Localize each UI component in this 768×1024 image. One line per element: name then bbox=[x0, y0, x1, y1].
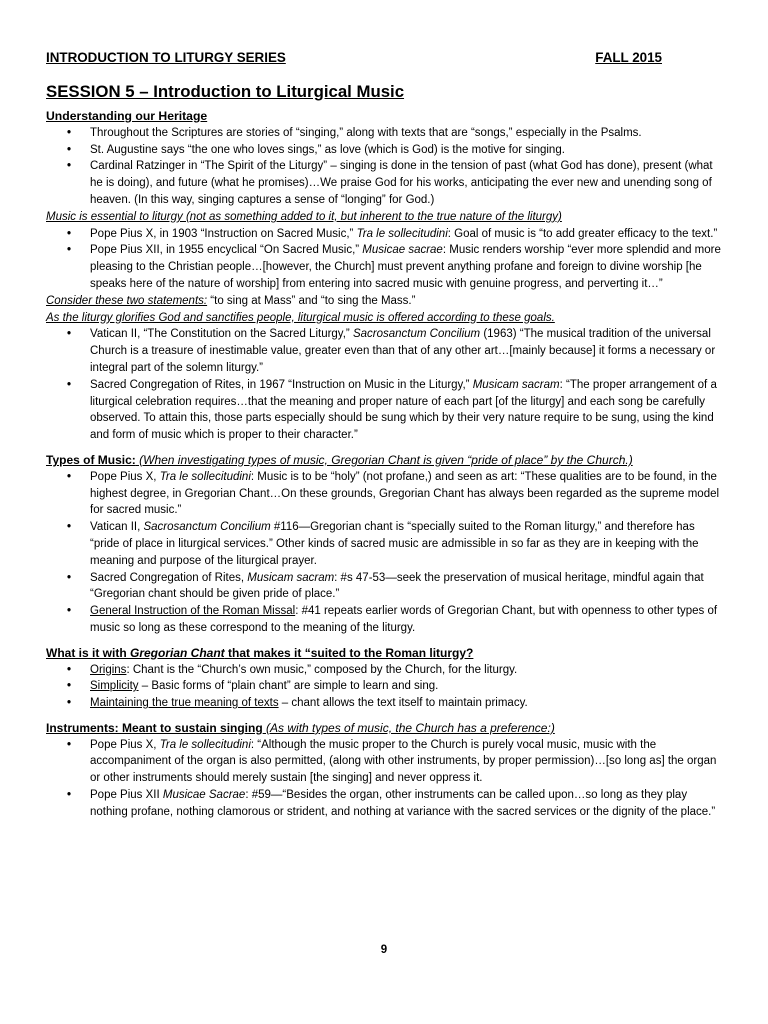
types-heading: Types of Music: (When investigating types of music, Gregorian Chant is given “pride of place” by the Church.) bbox=[46, 452, 633, 467]
term-label: FALL 2015 bbox=[595, 50, 662, 65]
page-number: 9 bbox=[380, 944, 388, 956]
consider-statement: Consider these two statements: “to sing at Mass” and “to sing the Mass.” bbox=[46, 294, 416, 307]
glorifies-list bbox=[46, 326, 722, 444]
instruments-list bbox=[46, 737, 722, 821]
list-item: • Simplicity – Basic forms of “plain chant” are simple to learn and sing. bbox=[46, 678, 722, 695]
list-item: • Vatican II, “The Constitution on the Sacred Liturgy,” Sacrosanctum Concilium (1963) “The musical tradition of the universal Church is a treasure of inestimable value, greater even than that of any other art…[mainly because] it forms a necessary or integral part of the solemn liturgy.” bbox=[46, 326, 722, 376]
list-item: • Pope Pius XII, in 1955 encyclical “On Sacred Music,” Musicae sacrae: Music renders worship “ever more splendid and more pleasing to the Christian people…[however, the Church] must prevent anything profane and foreign to divine worship [he speaks here of the nature of worship] from entering into sacred music with genuine progress, and perverting it…” bbox=[46, 242, 722, 292]
gregorian-list bbox=[46, 662, 722, 712]
page-header bbox=[46, 50, 662, 65]
list-item: • General Instruction of the Roman Missal: #41 repeats earlier words of Gregorian Chant, but with openness to other types of music so long as these correspond to the meaning of the liturgy. bbox=[46, 603, 722, 637]
glorifies-statement: As the liturgy glorifies God and sanctifies people, liturgical music is offered according to these goals. bbox=[46, 311, 555, 324]
document-page bbox=[46, 50, 722, 821]
document-body bbox=[46, 108, 722, 821]
list-item: • Cardinal Ratzinger in “The Spirit of the Liturgy” – singing is done in the tension of past (what God has done), present (what he is doing), and future (what he promises)…We praise God for his works, anticipating the ever new and unending song of heaven. (In this way, singing captures a sense of “longing” for God.) bbox=[46, 158, 722, 208]
list-item: • Throughout the Scriptures are stories of “singing,” along with texts that are “songs,” especially in the Psalms. bbox=[46, 125, 722, 142]
types-list bbox=[46, 469, 722, 637]
essential-statement: Music is essential to liturgy (not as something added to it, but inherent to the true nature of the liturgy) bbox=[46, 210, 562, 223]
list-item: • Sacred Congregation of Rites, in 1967 “Instruction on Music in the Liturgy,” Musicam sacram: “The proper arrangement of a liturgical celebration requires…that the meaning and proper nature of each part [of the liturgy] and each song be carefully observed. To attain this, those parts especially should be sung which by their very nature require to be sung, using the kind and form of music which is proper to their character.” bbox=[46, 377, 722, 444]
list-item: • Pope Pius X, Tra le sollecitudini: “Although the music proper to the Church is purely vocal music, music with the accompaniment of the organ is also permitted, (along with other instruments, by proper permission)…[so long as] the organ or other instruments should merely sustain [the singing] and never oppress it. bbox=[46, 737, 722, 787]
session-title: SESSION 5 – Introduction to Liturgical Music bbox=[46, 82, 405, 101]
essential-list bbox=[46, 226, 722, 293]
list-item: • St. Augustine says “the one who loves sings,” as love (which is God) is the motive for singing. bbox=[46, 142, 722, 159]
list-item: • Pope Pius XII Musicae Sacrae: #59—“Besides the organ, other instruments can be called upon…so long as they play nothing profane, nothing clamorous or strident, and nothing at variance with the sacred services or the dignity of the place.” bbox=[46, 787, 722, 821]
series-title: INTRODUCTION TO LITURGY SERIES bbox=[46, 50, 286, 65]
gregorian-heading: What is it with Gregorian Chant that makes it “suited to the Roman liturgy? bbox=[46, 645, 474, 660]
instruments-heading: Instruments: Meant to sustain singing (As with types of music, the Church has a preference:) bbox=[46, 720, 555, 735]
list-item: • Pope Pius X, in 1903 “Instruction on Sacred Music,” Tra le sollecitudini: Goal of music is “to add greater efficacy to the text.” bbox=[46, 226, 722, 243]
list-item: • Sacred Congregation of Rites, Musicam sacram: #s 47-53—seek the preservation of musical heritage, mindful again that “Gregorian chant should be given pride of place.” bbox=[46, 570, 722, 604]
list-item: • Maintaining the true meaning of texts – chant allows the text itself to maintain primacy. bbox=[46, 695, 722, 712]
list-item: • Vatican II, Sacrosanctum Concilium #116—Gregorian chant is “specially suited to the Roman liturgy,” and therefore has “pride of place in liturgical services.” Other kinds of sacred music are admissible in so far as they are in keeping with the meaning and purpose of the liturgical prayer. bbox=[46, 519, 722, 569]
list-item: • Pope Pius X, Tra le sollecitudini: Music is to be “holy” (not profane,) and seen as art: “These qualities are to be found, in the highest degree, in Gregorian Chant…On these grounds, Gregorian Chant has always been regarded as the supreme model for sacred music.” bbox=[46, 469, 722, 519]
list-item: • Origins: Chant is the “Church’s own music,” composed by the Church, for the liturgy. bbox=[46, 662, 722, 679]
heritage-heading: Understanding our Heritage bbox=[46, 109, 208, 123]
heritage-list bbox=[46, 125, 722, 209]
